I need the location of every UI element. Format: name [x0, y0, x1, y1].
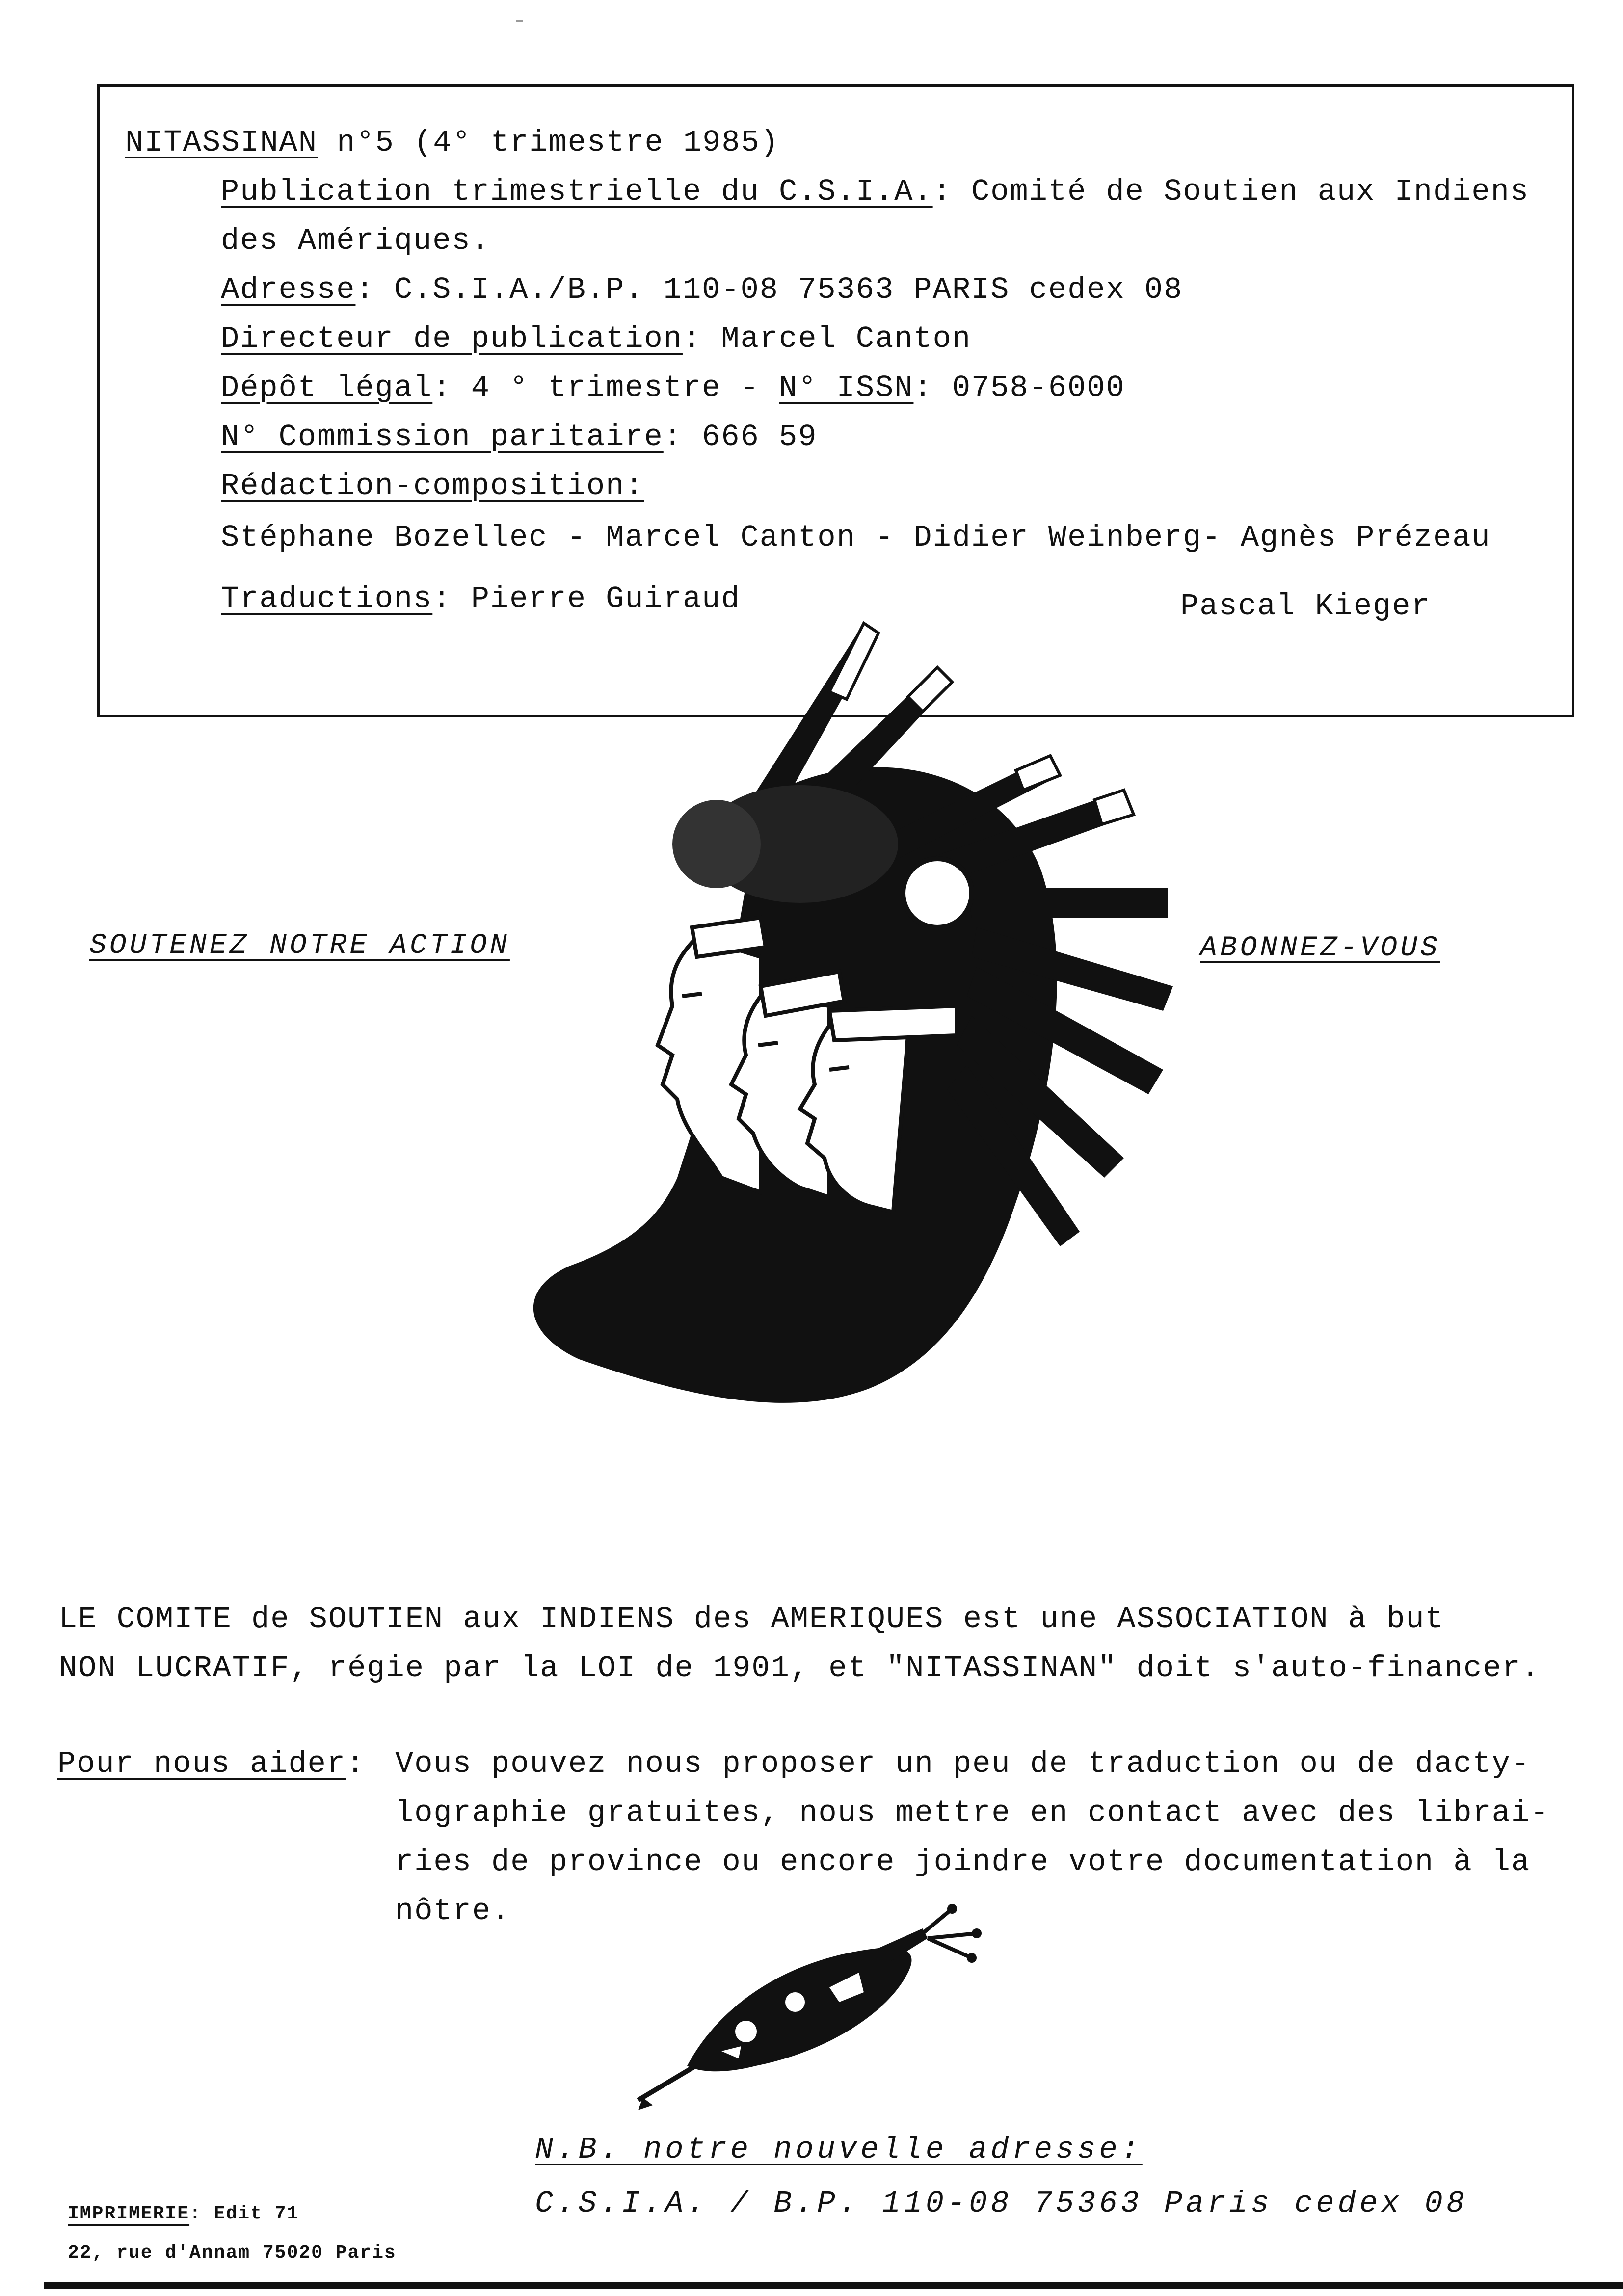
director-label: Directeur de publication [221, 321, 683, 356]
three-native-heads-illustration [486, 613, 1232, 1428]
redaction-label: Rédaction-composition: [221, 469, 644, 503]
magazine-title: NITASSINAN [125, 125, 318, 160]
publication-line-cont: des Amériques. [221, 223, 490, 258]
help-line-4: nôtre. [395, 1894, 511, 1928]
depot-label: Dépôt légal [221, 370, 433, 405]
commission-value: : 666 59 [663, 420, 818, 454]
help-colon: : [346, 1746, 366, 1781]
printer-label: IMPRIMERIE [68, 2203, 190, 2224]
publication-label: Publication trimestrielle du C.S.I.A. [221, 174, 933, 209]
depot-line [221, 370, 1125, 405]
help-line-1: Vous pouvez nous proposer un peu de traduction ou de dacty- [395, 1746, 1531, 1781]
nb-address: C.S.I.A. / B.P. 110-08 75363 Paris cedex 08 [535, 2186, 1468, 2221]
help-line-2: lographie gratuites, nous mettre en contact avec des librai- [395, 1795, 1550, 1830]
help-label: Pour nous aider [57, 1746, 346, 1781]
help-line-3: ries de province ou encore joindre votre documentation à la [395, 1845, 1531, 1879]
masthead-title-line [125, 125, 779, 160]
redaction-names: Stéphane Bozellec - Marcel Canton - Didier Weinberg- Agnès Prézeau [221, 520, 1491, 555]
issn-value: : 0758-6000 [913, 370, 1125, 405]
nb-label: N.B. notre nouvelle adresse: [535, 2132, 1143, 2167]
slogan-left: SOUTENEZ NOTRE ACTION [89, 930, 510, 962]
issue-info: n°5 (4° trimestre 1985) [318, 125, 780, 160]
director-line [221, 321, 971, 356]
address-label: Adresse [221, 272, 356, 307]
scan-mark [516, 20, 523, 22]
address-line [221, 272, 1183, 307]
translations-label: Traductions [221, 581, 433, 616]
address-value: : C.S.I.A./B.P. 110-08 75363 PARIS cedex 08 [355, 272, 1183, 307]
slogan-right: ABONNEZ-VOUS [1200, 932, 1440, 964]
printer-address: 22, rue d'Annam 75020 Paris [68, 2243, 397, 2264]
association-line-2: NON LUCRATIF, régie par la LOI de 1901, et "NITASSINAN" doit s'auto-financer. [59, 1651, 1541, 1686]
depot-value: : 4 ° trimestre - [432, 370, 779, 405]
extra-translator: Pascal Kieger [1180, 589, 1431, 624]
issn-label: N° ISSN [779, 370, 914, 405]
bottom-rule [44, 2282, 1623, 2289]
feather-illustration [633, 1904, 996, 2110]
printer-name: : Edit 71 [189, 2203, 299, 2224]
commission-label: N° Commission paritaire [221, 420, 664, 454]
director-value: : Marcel Canton [682, 321, 972, 356]
printer-line [68, 2203, 299, 2224]
publication-line [221, 174, 1529, 209]
translations-line [221, 581, 741, 616]
publication-value: : Comité de Soutien aux Indiens [932, 174, 1530, 209]
help-label-line [57, 1740, 365, 1789]
translations-value: : Pierre Guiraud [432, 581, 741, 616]
commission-line [221, 420, 817, 454]
association-line-1: LE COMITE de SOUTIEN aux INDIENS des AMERIQUES est une ASSOCIATION à but [59, 1602, 1444, 1636]
